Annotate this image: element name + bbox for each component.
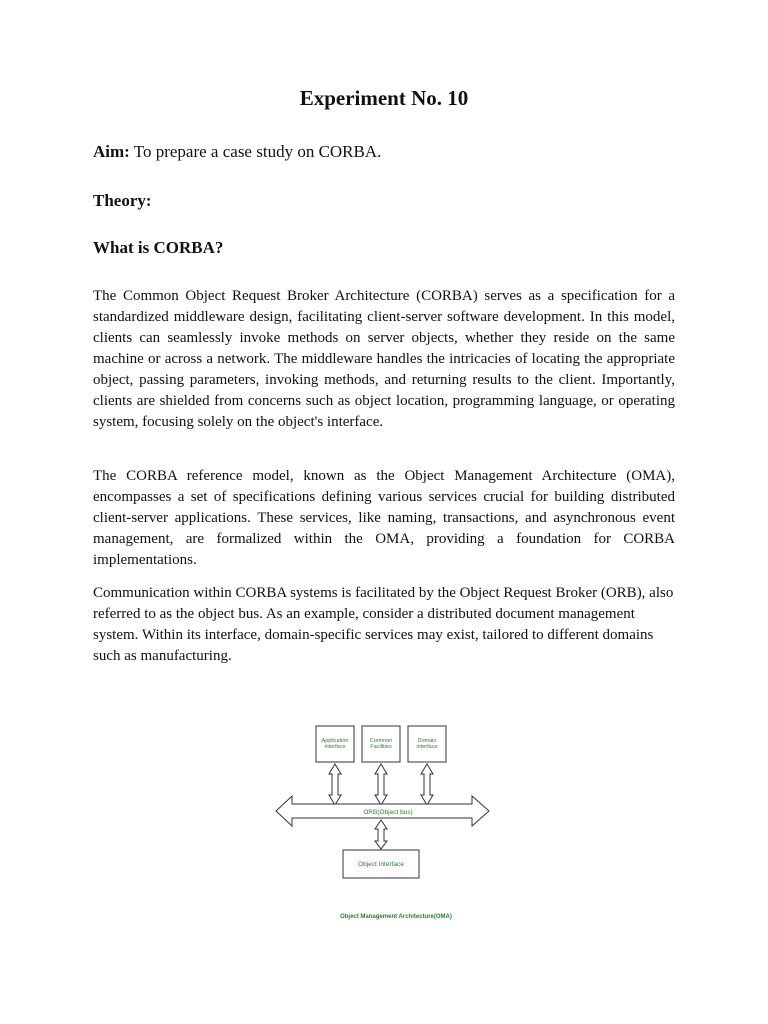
application-interface-line1: Application [321, 738, 349, 744]
common-facilities-line2: Facilities [370, 744, 392, 750]
aim-label: Aim: [93, 142, 130, 161]
oma-diagram-svg [270, 720, 495, 930]
object-interface-label: Object Interface [358, 861, 404, 868]
domain-arrow [421, 764, 433, 805]
domain-interface-line1: Domain [417, 738, 437, 744]
paragraph-1: The Common Object Request Broker Architecture (CORBA) serves as a specification for a standardized middleware design, facilitating client-server software development. In this model, clients can seamlessly invoke methods on server objects, whether they reside on the same machine or across a network. The middleware handles the intricacies of locating the appropriate object, passing parameters, invoking methods, and returning results to the client. Importantly, clients are shielded from concerns such as object location, programming language, or operating system, focusing solely on the object's interface. [93, 288, 675, 430]
orb-bus-label: ORB(Object bus) [363, 809, 413, 816]
section-heading: What is CORBA? [93, 238, 224, 257]
diagram-caption: Object Management Architecture(OMA) [340, 914, 452, 920]
theory-heading: Theory: [93, 191, 152, 210]
paragraph-2: The CORBA reference model, known as the Object Management Architecture (OMA), encompasses a set of specifications defining various services crucial for building distributed client-server applications. These services, like naming, transactions, and asynchronous event management, are formalized within the OMA, providing a foundation for CORBA implementations. [93, 468, 675, 568]
paragraph-3: Communication within CORBA systems is facilitated by the Object Request Broker (ORB), also referred to as the object bus. As an example, consider a distributed document management system. Within its interface, domain-specific services may exist, tailored to different domains such as manufacturing. [93, 585, 674, 664]
oma-diagram [270, 720, 495, 930]
domain-interface-line2: interface [416, 744, 438, 750]
aim-text: To prepare a case study on CORBA. [129, 142, 382, 161]
common-facilities-line1: Common [369, 738, 393, 744]
page-title: Experiment No. 10 [299, 86, 469, 110]
common-facilities-arrow [375, 764, 387, 805]
application-interface-line2: interface [324, 744, 346, 750]
object-interface-arrow [375, 820, 387, 849]
application-arrow [329, 764, 341, 805]
aim-line [93, 142, 675, 162]
